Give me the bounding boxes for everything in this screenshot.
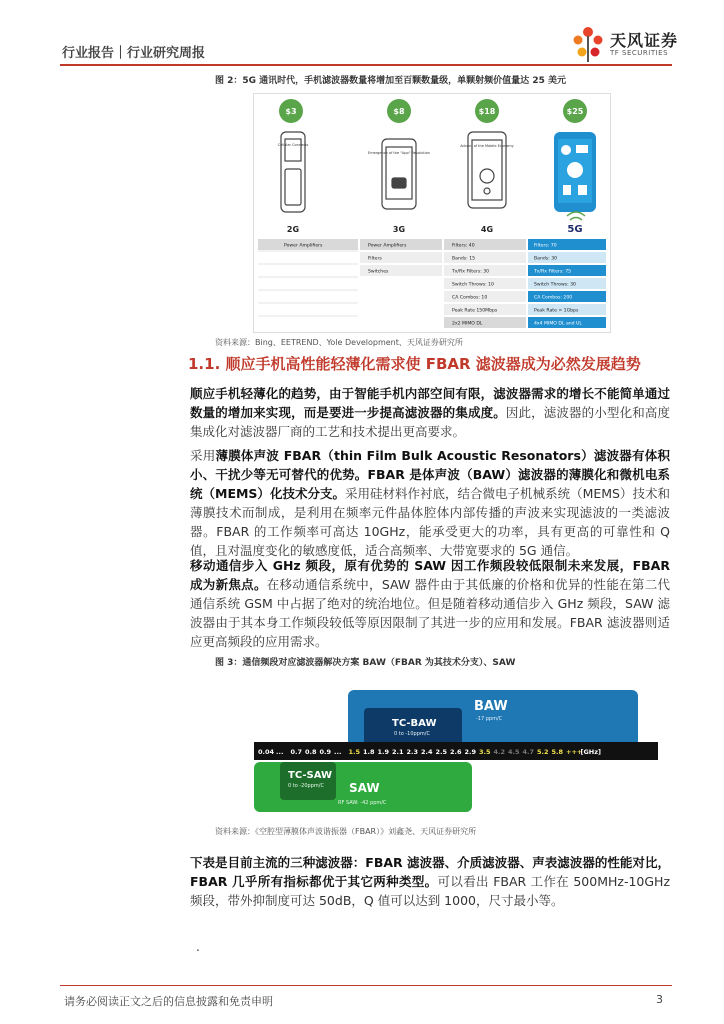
paragraph-2-bold: 薄膜体声波 FBAR（thin Film Bulk Acoustic Resonators）滤波器有体积小、干扰少等无可替代的优势。FBAR 是体声波（BAW）滤波器的薄膜化和微机电系统（MEMS）化技术分支。: [190, 448, 670, 501]
cell-5g-2: Tx/Rx Filters: 75: [534, 269, 572, 275]
scale-label: 3.5: [479, 748, 491, 756]
paragraph-4: [190, 853, 670, 910]
paragraph-2-text: 采用硅材料作衬底，结合微电子机械系统（MEMS）技术和薄膜技术而制成，是利用在频率元件晶体腔体内部传播的声波来实现滤波的一类滤波器。FBAR 的工作频率可高达 10GHz，能承受更大的功率，具有更高的可靠性和 Q 值，且对温度变化的敏感度低，适合高频率、大带宽要求的 5G 通信。: [190, 486, 671, 558]
cell-3g-2: Switches: [368, 269, 389, 275]
phone-3g-icon: [382, 139, 416, 209]
scale-label: [GHz]: [580, 748, 601, 756]
cell-4g-2: Tx/Rx Filters: 30: [452, 269, 490, 275]
figure3-caption: 图 3：通信频段对应滤波器解决方案 BAW（FBAR 为其技术分支）、SAW: [215, 658, 516, 668]
figure3-svg: [254, 686, 658, 816]
cell-3g-0: Power Amplifiers: [368, 243, 407, 249]
signal-5g-icon: [567, 212, 585, 220]
scale-label: 0.8: [305, 748, 317, 756]
tcsaw-subtitle: 0 to -20ppm/C: [288, 783, 324, 789]
cell-4g-6: 2x2 MIMO DL: [452, 321, 483, 327]
scale-label: 2.6: [450, 748, 462, 756]
tcbaw-subtitle: 0 to -10ppm/C: [394, 731, 430, 737]
scale-label: 1.8: [363, 748, 375, 756]
tcbaw-title: TC-BAW: [392, 718, 437, 729]
phone-2g-text: Cellular Connects: [277, 143, 309, 147]
scale-label: 4.7: [522, 748, 535, 756]
scale-label: 0.9: [319, 748, 332, 756]
stray-dot: .: [196, 940, 200, 954]
gen-5g: 5G: [567, 224, 583, 235]
cell-5g-6: 4x4 MIMO DL and UL: [534, 321, 582, 327]
scale-label: 2.3: [406, 748, 419, 756]
gen-2g: 2G: [286, 225, 300, 234]
paragraph-4-bold: 下表是目前主流的三种滤波器：FBAR 滤波器、介质滤波器、声表滤波器的性能对比，FBAR 几乎所有指标都优于其它两种类型。: [190, 855, 670, 889]
scale-label: 2.4: [421, 748, 433, 756]
logo-petals-icon: [568, 22, 608, 66]
cell-4g-5: Peak Rate 150Mbps: [452, 308, 498, 314]
scale-label: 4.2: [493, 748, 506, 756]
figure2-svg: [254, 94, 610, 332]
scale-label: 2.5: [435, 748, 448, 756]
figure2-caption: 图 2：5G 通讯时代，手机滤波器数量将增加至百颗数量级，单颗射频价值量达 25 美元: [215, 76, 566, 86]
paragraph-3-text: 在移动通信系统中，SAW 器件由于其低廉的价格和优异的性能在第二代通信系统 GSM 中占据了绝对的统治地位。但是随着移动通信步入 GHz 频段，SAW 滤波器由于其本身工作频段较低等原因限制了其进一步的应用和发展。FBAR 滤波器则适应更高频段的应用需求。: [190, 577, 670, 649]
phone-3g-text: Emergence of the "App" Revolution: [368, 151, 430, 155]
saw-title: SAW: [349, 781, 380, 795]
scale-label: ...: [334, 748, 342, 756]
cell-4g-4: CA Combos: 10: [452, 295, 488, 301]
price-5g: $25: [566, 107, 584, 116]
paragraph-3: [190, 556, 670, 651]
gen-3g: 3G: [392, 225, 406, 234]
price-circles: [279, 99, 587, 123]
price-3g: $8: [393, 107, 405, 116]
paragraph-4-text: 可以看出 FBAR 工作在 500MHz-10GHz 频段，带外抑制度可达 50dB，Q 值可以达到 1000，尺寸最小等。: [190, 874, 671, 908]
footer-divider: [60, 985, 672, 986]
paragraph-1-bold: 顺应手机轻薄化的趋势，由于智能手机内部空间有限，滤波器需求的增长不能简单通过数量的增加来实现，而是要进一步提高滤波器的集成度。: [190, 386, 670, 420]
phone-5g-icon: [554, 132, 596, 212]
scale-label: 0.7: [290, 748, 303, 756]
cell-3g-1: Filters: [368, 256, 382, 262]
paragraph-3-bold: 移动通信步入 GHz 频段，原有优势的 SAW 因工作频段较低限制未来发展，FBAR 成为新焦点。: [190, 558, 670, 592]
cell-5g-4: CA Combos: 200: [534, 295, 573, 301]
scale-label: 5.8: [551, 748, 564, 756]
price-4g: $18: [478, 107, 496, 116]
footer-disclaimer: 请务必阅读正文之后的信息披露和免责申明: [64, 995, 273, 1008]
scale-label: 2.9: [464, 748, 477, 756]
scale-label: ...: [276, 748, 284, 756]
cell-4g-3: Switch Throws: 10: [452, 282, 494, 288]
scale-label: 2.1: [392, 748, 404, 756]
cell-2g-0: Power Amplifiers: [284, 243, 323, 249]
section-heading: 1.1. 顺应手机高性能轻薄化需求使 FBAR 滤波器成为必然发展趋势: [188, 355, 641, 373]
cell-5g-0: Filters: 70: [534, 243, 557, 249]
tcsaw-block: [280, 762, 336, 800]
scale-label: +++: [566, 748, 583, 756]
report-type-label: 行业报告｜行业研究周报: [62, 46, 206, 61]
paragraph-2-lead: 采用: [190, 448, 216, 463]
company-logo: [568, 22, 688, 66]
paragraph-1: [190, 384, 670, 441]
figure2-source: 资料来源：Bing、EETREND、Yole Development、天风证券研究所: [215, 338, 463, 347]
cell-4g-1: Bands: 15: [452, 256, 476, 262]
gen-4g: 4G: [480, 225, 494, 234]
paragraph-1-text: 因此，滤波器的小型化和高度集成化对滤波器厂商的工艺和技术提出更高要求。: [190, 405, 670, 439]
scale-label: 0.04: [258, 748, 275, 756]
page-number: 3: [656, 993, 663, 1006]
logo-text-en: TF SECURITIES: [610, 49, 669, 57]
figure3-source: 资料来源：《空腔型薄膜体声波谐振器（FBAR）》刘鑫尧、天风证券研究所: [215, 827, 477, 836]
cell-5g-5: Peak Rate > 1Gbps: [534, 308, 579, 314]
figure3-diagram: [254, 686, 658, 816]
figure2-infographic: [253, 93, 611, 333]
scale-label: 1.9: [377, 748, 390, 756]
cell-5g-3: Switch Throws: 30: [534, 282, 576, 288]
baw-title: BAW: [474, 699, 508, 714]
scale-label: 1.5: [348, 748, 361, 756]
price-2g: $3: [285, 107, 297, 116]
cell-4g-0: Filters: 40: [452, 243, 475, 249]
cell-5g-1: Bands: 30: [534, 256, 558, 262]
phone-4g-text: Advent of the Mobile Economy: [460, 144, 514, 148]
scale-label: 4.5: [508, 748, 520, 756]
logo-text-cn: 天风证券: [610, 31, 679, 50]
saw-subtitle: RF SAW: -42 ppm/C: [338, 800, 387, 806]
paragraph-2: [190, 446, 670, 560]
baw-subtitle: -17 ppm/C: [476, 716, 503, 722]
scale-label: 5.2: [537, 748, 549, 756]
tcsaw-title: TC-SAW: [288, 770, 333, 781]
